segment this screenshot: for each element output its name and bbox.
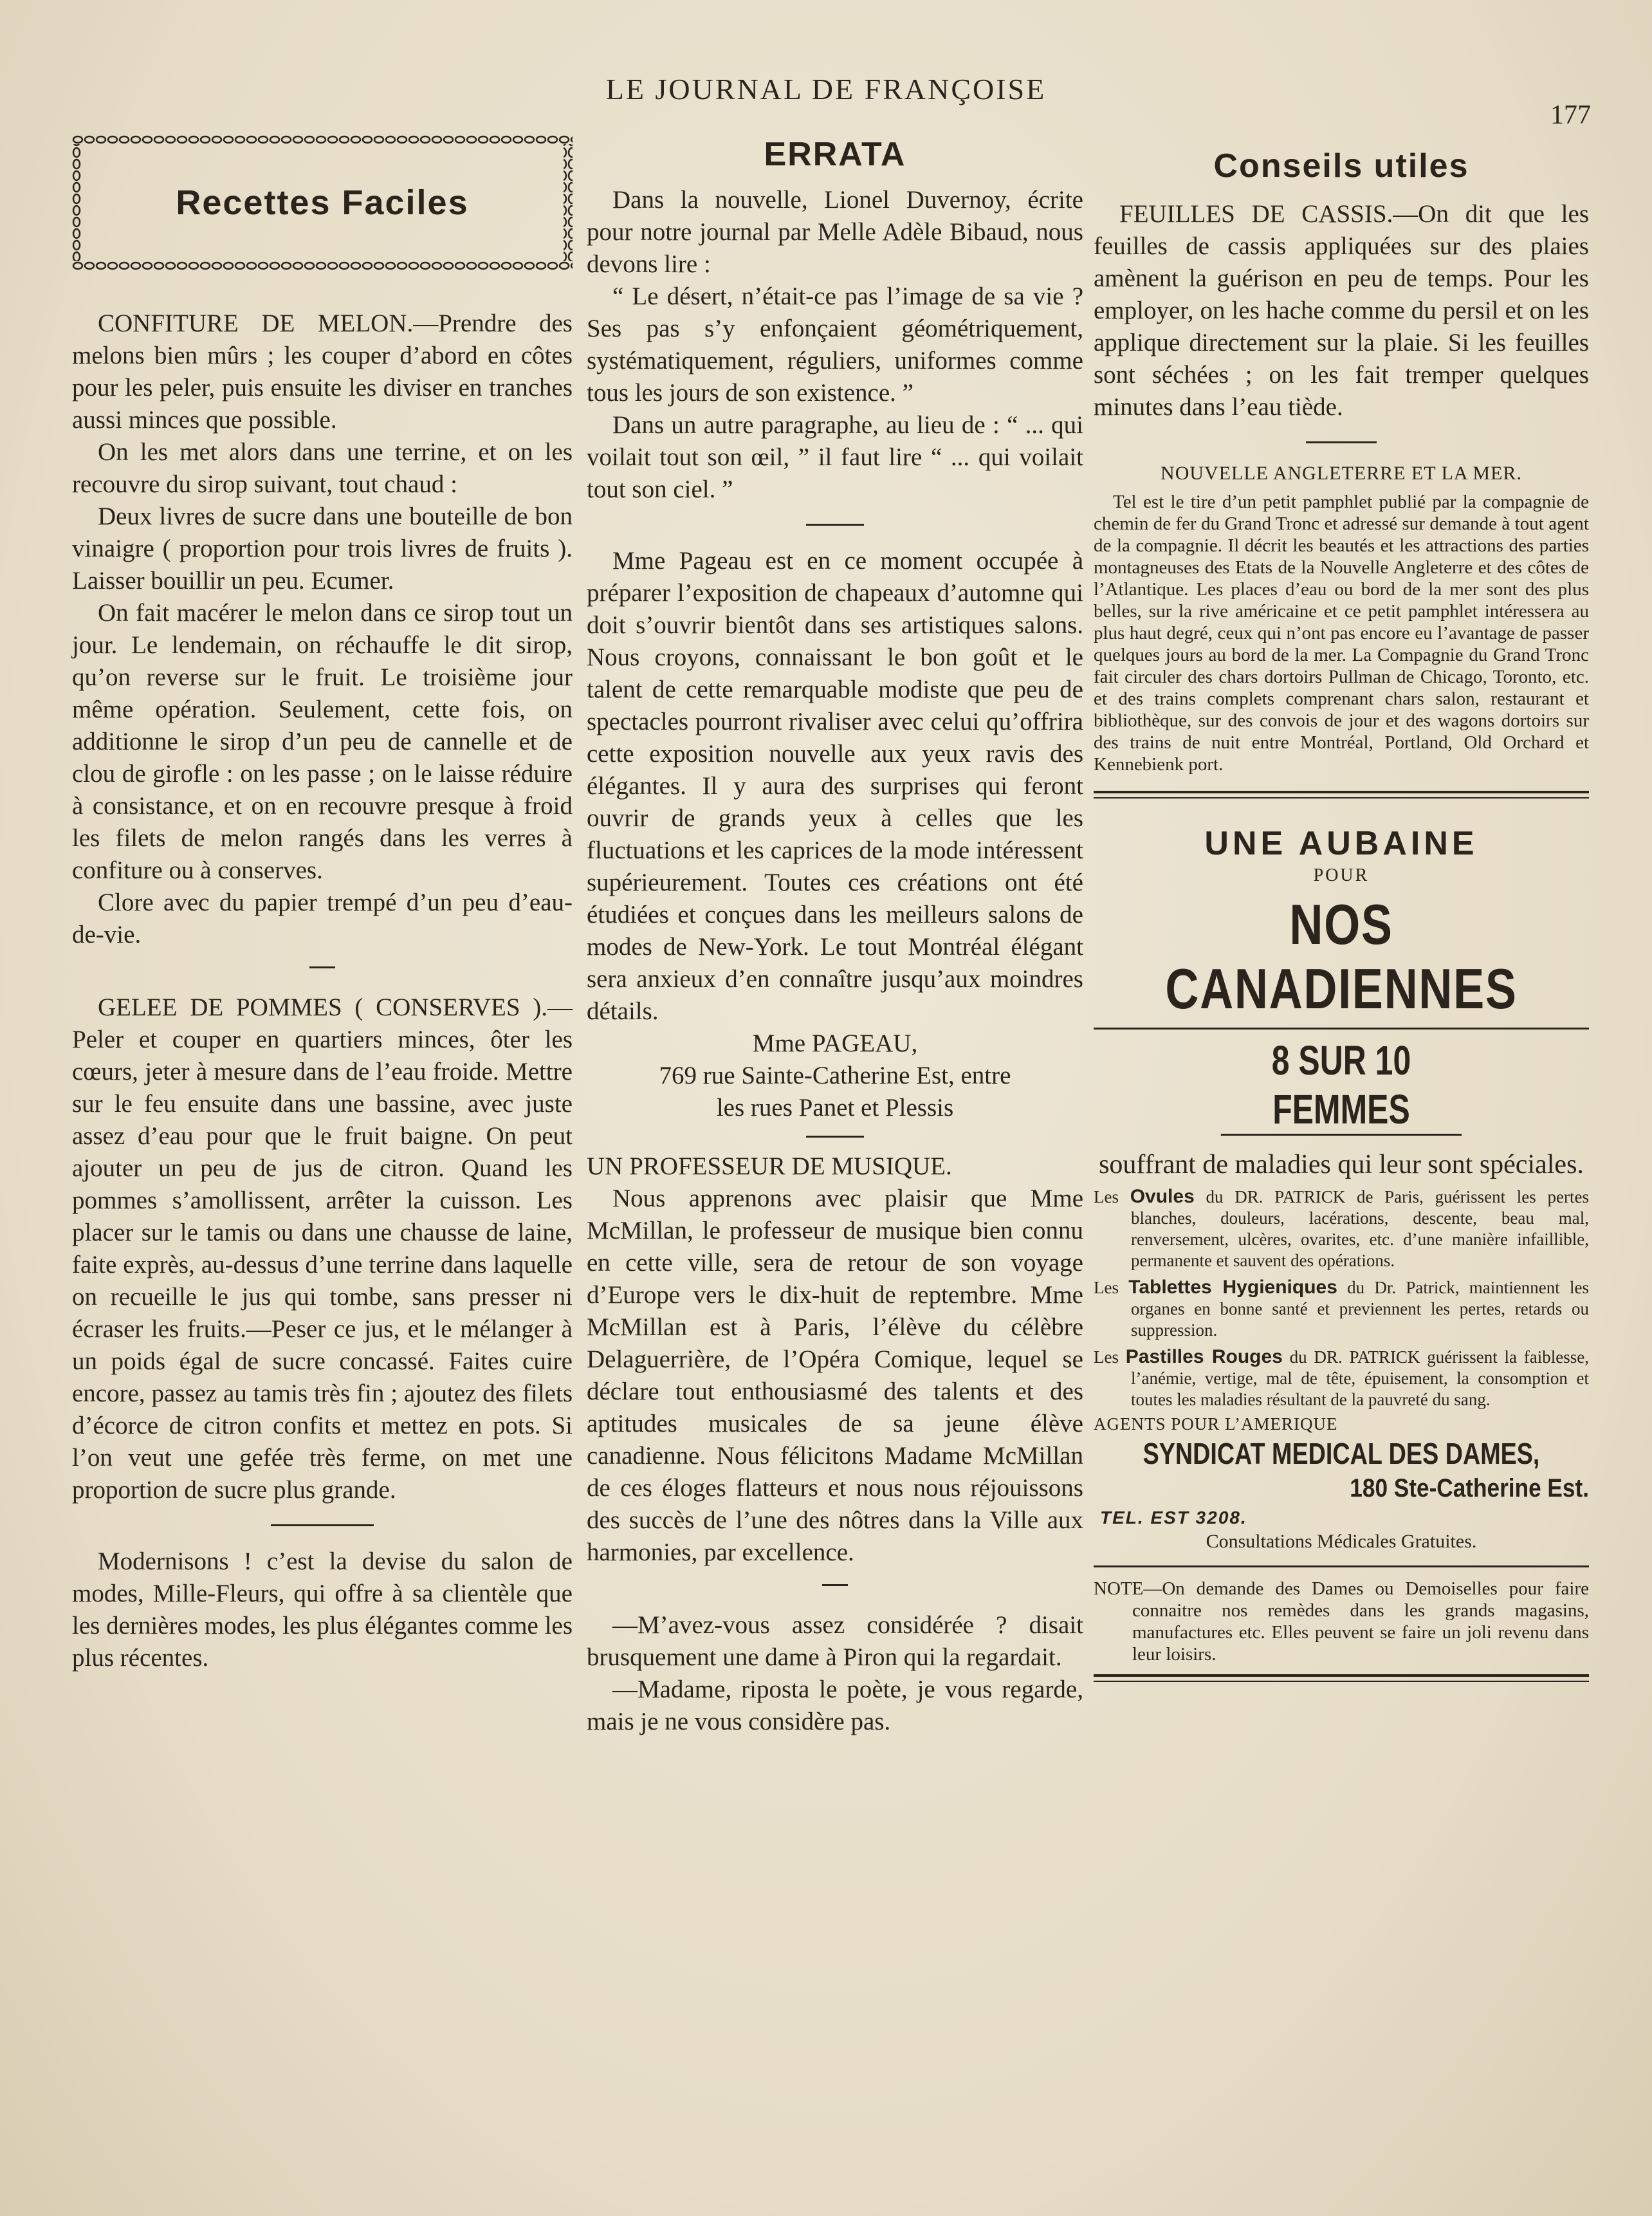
cassis-paragraph: FEUILLES DE CASSIS.—On dit que les feuilles de cassis appliquées sur des plaies amènent la guérison en peu de temps. Pour les employer, on les hache comme du persil et on les applique directement sur la plaie. Si les feuilles sont séchées ; on les fait tremper quelques minutes dans l’eau tiède. bbox=[1094, 200, 1589, 421]
ad-rule bbox=[1094, 1028, 1589, 1030]
ad-telephone: TEL. EST 3208. bbox=[1100, 1508, 1247, 1528]
professeur-heading: UN PROFESSEUR DE MUSIQUE. bbox=[587, 1152, 952, 1180]
section-divider bbox=[1306, 441, 1377, 443]
ad-note: NOTE—On demande des Dames ou Demoiselles pour faire connaitre nos remèdes dans les grands magasins, manufactures etc. Elles peuvent se faire un joli revenu dans leur loisirs. bbox=[1094, 1578, 1589, 1665]
ad-item-ovules: Les Ovules du DR. PATRICK de Paris, guérissent les pertes blanches, douleurs, lacérations, descente, beau mal, renversement, ulcères, ovarites, etc. d’une manière infaillible, permanente et sauvent des opérations. bbox=[1094, 1186, 1589, 1270]
gelee-paragraph: GELEE DE POMMES ( CONSERVES ).—Peler et couper en quartiers minces, ôter les cœurs, jeter à mesure dans de l’eau froide. Mettre sur le feu ensuite dans une bassine, avec juste assez d’eau pour que le fruit baigne. On peut ajouter un peu de jus de citron. Quand les pommes s’amollissent, arrêter la cuisson. Les placer sur le tamis ou dans une chausse de laine, faite exprès, au-dessus d’une terrine dans laquelle on recueille le jus qui tombe, sans presser ni écraser les fruits.—Peser ce jus, et le mélanger à un poids égal de sucre concassé. Faites cuire encore, passez au tamis très fin ; ajoutez des filets d’écorce de citron confits et mettez en pots. Si l’on veut une gefée très ferme, on met une proportion de sucre plus grande. bbox=[72, 993, 573, 1504]
recettes-title: Recettes Faciles bbox=[176, 183, 469, 222]
errata-paragraph: Dans la nouvelle, Lionel Duvernoy, écrite pour notre journal par Melle Adèle Bibaud, nous devons lire : bbox=[587, 186, 1083, 278]
section-divider bbox=[822, 1584, 848, 1586]
running-head: LE JOURNAL DE FRANÇOISE bbox=[605, 73, 1047, 106]
ad-agents: AGENTS POUR L’AMERIQUE bbox=[1094, 1414, 1338, 1434]
ad-top-rule bbox=[1094, 791, 1589, 799]
ad-lead-text: souffrant de maladies qui leur sont spéciales. bbox=[1099, 1150, 1584, 1179]
confiture-paragraph: CONFITURE DE MELON.—Prendre des melons bien mûrs ; les couper d’abord en côtes pour les peler, puis ensuite les diviser en tranches aussi minces que possible. bbox=[72, 309, 573, 434]
ad-address: 180 Ste-Catherine Est. bbox=[1350, 1474, 1589, 1502]
nouvelle-angleterre-paragraph: Tel est le tire d’un petit pamphlet publié par la compagnie de chemin de fer du Grand Tronc et adressé sur demande à tout agent de la compagnie. Il décrit les beautés et les attractions des parties montagneuses des Etats de la Nouvelle Angleterre et des côtes de l’Atlantique. Les places d’eau ou bord de la mer sont des plus belles, sur la rive américaine et ce petit pamphlet intéressera au plus haut degré, ceux qui n’ont pas encore eu l’avantage de passer quelques jours au bord de la mer. La Compagnie du Grand Tronc fait circuler des chars dortoirs Pullman de Chicago, Toronto, etc. et des trains complets comprenant chars salon, restaurant et bibliothèque, sur des convois de jour et des wagons dortoirs sur des trains de nuit entre Montréal, Portland, Old Orchard et Kennebienk port. bbox=[1094, 492, 1589, 775]
piron-paragraph: —Madame, riposta le poète, je vous regarde, mais je ne vous considère pas. bbox=[587, 1676, 1083, 1735]
nouvelle-angleterre-heading: NOUVELLE ANGLETERRE ET LA MER. bbox=[1161, 463, 1522, 484]
column-conseils bbox=[1094, 135, 1589, 1682]
section-divider bbox=[309, 966, 335, 968]
advertisement bbox=[1094, 824, 1589, 1682]
errata-paragraph: “ Le désert, n’était-ce pas l’image de sa vie ? Ses pas s’y enfonçaient géométriquement, systématiquement, réguliers, uniformes comme tous les jours de son existence. ” bbox=[587, 282, 1083, 407]
confiture-paragraph: Clore avec du papier trempé d’un peu d’eau-de-vie. bbox=[72, 889, 573, 948]
ad-subheadline: 8 SUR 10 FEMMES bbox=[1221, 1036, 1462, 1136]
pageau-signature-address: 769 rue Sainte-Catherine Est, entre bbox=[659, 1062, 1011, 1089]
ad-syndicat: SYNDICAT MEDICAL DES DAMES, bbox=[1143, 1437, 1540, 1470]
errata-paragraph: Dans un autre paragraphe, au lieu de : “ ... qui voilait tout son œil, ” il faut lire “ ... qui voilait tout son ciel. ” bbox=[587, 411, 1083, 503]
ad-big-headline: NOS CANADIENNES bbox=[1165, 892, 1518, 1020]
pageau-paragraph: Mme Pageau est en ce moment occupée à préparer l’exposition de chapeaux d’automne qui doit s’ouvrir bientôt dans ses artistiques salons. Nous croyons, connaissant le bon goût et le talent de cette remarquable modiste que peu de spectacles pourront rivaliser avec celui qu’offrira cette exposition nouvelle aux yeux ravis des élégantes. Il y aura des surprises qui feront ouvrir de grands yeux à celles que les fluctuations et les caprices de la mode intéressent supérieurement. Toutes ces créations ont été étudiées et conçues dans les meilleurs salons de modes de New-York. Le tout Montréal élégant sera anxieux d’en connaître jusqu’aux moindres détails. bbox=[587, 547, 1083, 1025]
column-errata bbox=[587, 135, 1083, 1738]
ad-bottom-rule bbox=[1094, 1674, 1589, 1682]
ad-item-tablettes: Les Tablettes Hygieniques du Dr. Patrick, maintiennent les organes en bonne santé et previennent les pertes, retards ou suppression. bbox=[1094, 1277, 1589, 1340]
ad-pour: POUR bbox=[1313, 865, 1370, 885]
errata-title: ERRATA bbox=[764, 136, 906, 173]
ad-consultations: Consultations Médicales Gratuites. bbox=[1206, 1531, 1477, 1552]
ad-headline: UNE AUBAINE bbox=[1204, 825, 1478, 862]
section-divider bbox=[271, 1524, 374, 1526]
confiture-paragraph: Deux livres de sucre dans une bouteille de bon vinaigre ( proportion pour trois livres de fruits ). Laisser bouillir un peu. Ecumer. bbox=[72, 503, 573, 595]
section-divider bbox=[806, 1136, 864, 1138]
conseils-title: Conseils utiles bbox=[1213, 147, 1469, 185]
confiture-paragraph: On fait macérer le melon dans ce sirop tout un jour. Le lendemain, on réchauffe le dit sirop, qu’on reverse sur le fruit. Le troisième jour même opération. Seulement, cette fois, on additionne le sirop d’un peu de cannelle et de clou de girofle : on les passe ; on le laisse réduire à consistance, et on en recouvre presque à froid les filets de melon rangés dans les verres à confiture ou à conserves. bbox=[72, 599, 573, 884]
pageau-signature-address: les rues Panet et Plessis bbox=[716, 1094, 954, 1122]
modernisons-paragraph: Modernisons ! c’est la devise du salon de modes, Mille-Fleurs, qui offre à sa clientèle que les dernières modes, les plus élégantes comme les plus récentes. bbox=[72, 1547, 573, 1672]
page-number: 177 bbox=[1550, 100, 1591, 130]
pageau-signature-name: Mme PAGEAU, bbox=[752, 1030, 918, 1057]
piron-paragraph: —M’avez-vous assez considérée ? disait brusquement une dame à Piron qui la regardait. bbox=[587, 1611, 1083, 1671]
column-recettes bbox=[72, 135, 573, 1674]
confiture-paragraph: On les met alors dans une terrine, et on les recouvre du sirop suivant, tout chaud : bbox=[72, 438, 573, 498]
ad-item-pastilles: Les Pastilles Rouges du DR. PATRICK guérissent la faiblesse, l’anémie, vertige, mal de tête, épuisement, la consomption et toutes les maladies résultant de la pauvreté du sang. bbox=[1094, 1346, 1590, 1409]
recettes-title-box bbox=[72, 135, 573, 270]
ad-rule bbox=[1094, 1565, 1589, 1567]
professeur-paragraph: Nous apprenons avec plaisir que Mme McMillan, le professeur de musique bien connu en cette ville, sera de retour de son voyage d’Europe vers le dix-huit de reptembre. Mme McMillan est à Paris, l’élève du célèbre Delaguerrière, de l’Opéra Comique, lequel se déclare tout enthousiasmé des talents et des aptitudes musicales de sa jeune élève canadienne. Nous félicitons Madame McMillan de ces éloges flatteurs et nous nous réjouissons des succès de l’une des nôtres dans la Ville aux harmonies, par excellence. bbox=[587, 1185, 1083, 1566]
section-divider bbox=[806, 524, 864, 526]
